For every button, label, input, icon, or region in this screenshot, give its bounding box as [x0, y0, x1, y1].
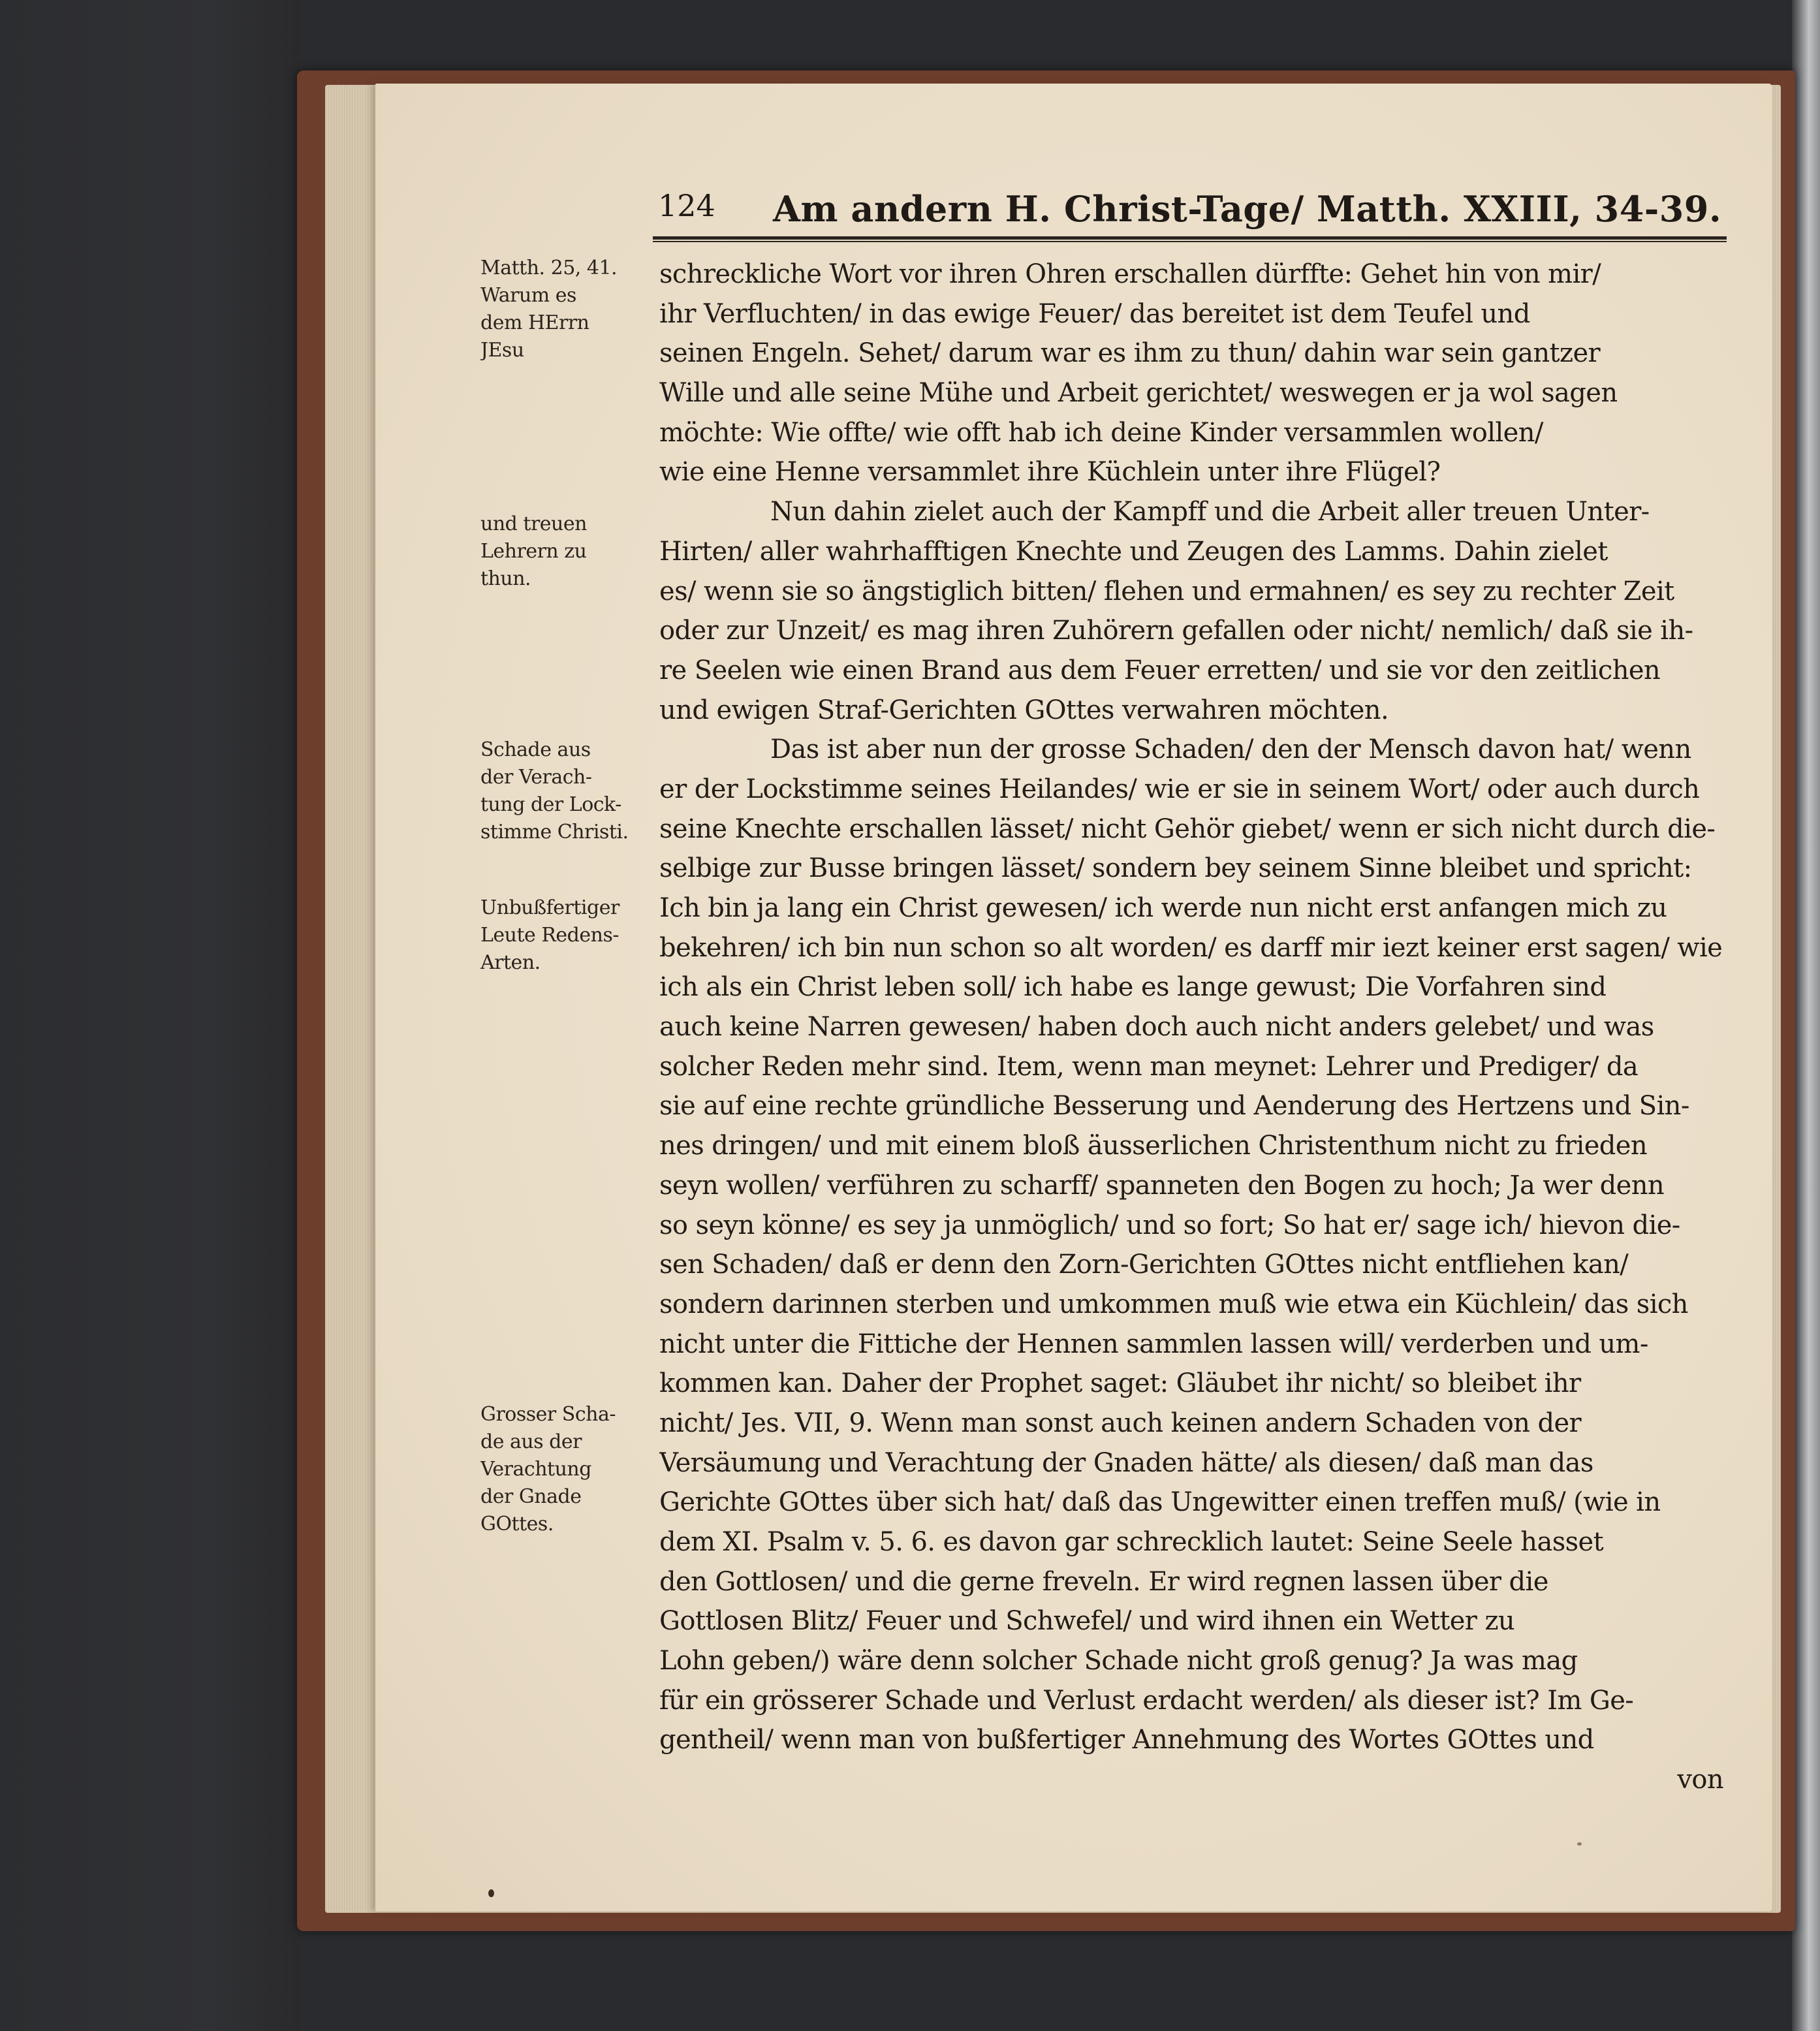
- text-line: es/ wenn sie so ängstiglich bitten/ flehen und ermahnen/ es sey zu rechter Zeit: [659, 576, 1674, 606]
- text-line: Lohn geben/) wäre denn solcher Schade nicht groß genug? Ja was mag: [659, 1646, 1578, 1677]
- text-line: nicht/ Jes. VII, 9. Wenn man sonst auch keinen andern Schaden von der: [659, 1408, 1582, 1438]
- margin-note-line: Arten.: [480, 951, 541, 974]
- text-line: seinen Engeln. Sehet/ darum war es ihm zu thun/ dahin war sein gantzer: [659, 338, 1601, 369]
- text-line: solcher Reden mehr sind. Item, wenn man meynet: Lehrer und Prediger/ da: [659, 1051, 1639, 1082]
- text-line: Gerichte GOttes über sich hat/ daß das Ungewitter einen treffen muß/ (wie in: [659, 1487, 1661, 1518]
- text-line: möchte: Wie offte/ wie offt hab ich deine Kinder versammlen wollen/: [659, 417, 1543, 448]
- text-line: Versäumung und Verachtung der Gnaden hätte/ als diesen/ daß man das: [659, 1447, 1593, 1478]
- text-line: ich als ein Christ leben soll/ ich habe es lange gewust; Die Vorfahren sind: [659, 972, 1607, 1003]
- text-line: dem XI. Psalm v. 5. 6. es davon gar schrecklich lautet: Seine Seele hasset: [659, 1527, 1604, 1557]
- margin-note-line: Grosser Scha-: [480, 1403, 616, 1426]
- running-title: Am andern H. Christ-Tage/ Matth. XXIII, 34-39.: [773, 188, 1722, 230]
- margin-note: [480, 1401, 655, 1538]
- body-text: [659, 255, 1730, 1800]
- text-line: Nun dahin zielet auch der Kampff und die Arbeit aller treuen Unter-: [770, 497, 1650, 527]
- header-rule-thin: [653, 241, 1727, 242]
- text-line: re Seelen wie einen Brand aus dem Feuer erretten/ und sie vor den zeitlichen: [659, 655, 1661, 685]
- text-line: und ewigen Straf-Gerichten GOttes verwahren möchten.: [659, 695, 1389, 725]
- margin-note-line: Matth. 25, 41.: [480, 257, 618, 279]
- text-line: sen Schaden/ daß er denn den Zorn-Gerichten GOttes nicht entfliehen kan/: [659, 1250, 1629, 1280]
- text-line: den Gottlosen/ und die gerne freveln. Er wird regnen lassen über die: [659, 1566, 1548, 1597]
- text-line: nes dringen/ und mit einem bloß äusserlichen Christenthum nicht zu frieden: [659, 1131, 1648, 1161]
- text-line: Wille und alle seine Mühe und Arbeit gerichtet/ weswegen er ja wol sagen: [659, 378, 1618, 409]
- ink-spot: [488, 1889, 494, 1897]
- margin-note-line: tung der Lock-: [480, 793, 621, 816]
- text-line: Hirten/ aller wahrhafftigen Knechte und Zeugen des Lamms. Dahin zielet: [659, 536, 1608, 567]
- text-line: gentheil/ wenn man von bußfertiger Annehmung des Wortes GOttes und: [659, 1725, 1594, 1755]
- text-line: er der Lockstimme seines Heilandes/ wie er sie in seinem Wort/ oder auch durch: [659, 774, 1700, 804]
- text-line: sie auf eine rechte gründliche Besserung und Aenderung des Hertzens und Sin-: [659, 1091, 1689, 1122]
- margin-note: [480, 736, 655, 846]
- header-rule: [653, 236, 1727, 240]
- margin-note-line: Unbußfertiger: [480, 896, 620, 919]
- text-line: oder zur Unzeit/ es mag ihren Zuhörern gefallen oder nicht/ nemlich/ daß sie ih-: [659, 616, 1693, 646]
- margin-note-line: GOttes.: [480, 1513, 554, 1535]
- margin-note-line: Leute Redens-: [480, 924, 619, 947]
- margin-note-line: Warum es: [480, 284, 576, 307]
- text-line: für ein grösserer Schade und Verlust erdacht werden/ als dieser ist? Im Ge-: [659, 1685, 1634, 1716]
- text-line: so seyn könne/ es sey ja unmöglich/ und so fort; So hat er/ sage ich/ hievon die-: [659, 1210, 1680, 1240]
- text-line: nicht unter die Fittiche der Hennen sammlen lassen will/ verderben und um-: [659, 1329, 1648, 1359]
- text-line: wie eine Henne versammlet ihre Küchlein unter ihre Flügel?: [659, 457, 1441, 488]
- margin-note-line: und treuen: [480, 512, 587, 535]
- catchword: von: [1677, 1765, 1723, 1795]
- text-line: Das ist aber nun der grosse Schaden/ den der Mensch davon hat/ wenn: [770, 734, 1691, 765]
- margin-note-line: Verachtung: [480, 1458, 591, 1481]
- text-line: seyn wollen/ verführen zu scharff/ spanneten den Bogen zu hoch; Ja wer denn: [659, 1170, 1665, 1201]
- page-number: 124: [658, 188, 715, 223]
- margin-note-line: de aus der: [480, 1430, 582, 1453]
- margin-note-line: thun.: [480, 567, 531, 590]
- background-left: [0, 0, 300, 2031]
- paper-speck: [1577, 1842, 1582, 1846]
- text-line: auch keine Narren gewesen/ haben doch auch nicht anders gelebet/ und was: [659, 1012, 1654, 1043]
- text-line: seine Knechte erschallen lässet/ nicht Gehör giebet/ wenn er sich nicht durch die-: [659, 813, 1716, 844]
- margin-note-line: der Verach-: [480, 766, 592, 789]
- margin-note-line: Schade aus: [480, 738, 591, 761]
- margin-note: [480, 894, 655, 977]
- text-line: ihr Verfluchten/ in das ewige Feuer/ das bereitet ist dem Teufel und: [659, 298, 1530, 329]
- margin-note-line: Lehrern zu: [480, 540, 587, 563]
- text-line: bekehren/ ich bin nun schon so alt worden/ es darff mir iezt keiner erst sagen/ wie: [659, 932, 1723, 963]
- text-line: Gottlosen Blitz/ Feuer und Schwefel/ und wird ihnen ein Wetter zu: [659, 1606, 1515, 1637]
- page-header: [658, 188, 1735, 240]
- text-line: sondern darinnen sterben und umkommen muß wie etwa ein Küchlein/ das sich: [659, 1289, 1688, 1319]
- margin-note-line: dem HErrn: [480, 311, 589, 334]
- margin-note: [480, 511, 655, 593]
- text-line: Ich bin ja lang ein Christ gewesen/ ich werde nun nicht erst anfangen mich zu: [659, 893, 1667, 923]
- background-right-edge: [1792, 0, 1820, 2031]
- text-line: selbige zur Busse bringen lässet/ sondern bey seinem Sinne bleibet und spricht:: [659, 853, 1692, 884]
- margin-note: [480, 255, 655, 364]
- text-line: kommen kan. Daher der Prophet saget: Gläubet ihr nicht/ so bleibet ihr: [659, 1368, 1581, 1399]
- margin-note-line: stimme Christi.: [480, 821, 629, 843]
- margin-note-line: der Gnade: [480, 1485, 582, 1508]
- margin-note-line: JEsu: [480, 339, 524, 362]
- text-line: schreckliche Wort vor ihren Ohren erschallen dürffte: Gehet hin von mir/: [659, 259, 1601, 289]
